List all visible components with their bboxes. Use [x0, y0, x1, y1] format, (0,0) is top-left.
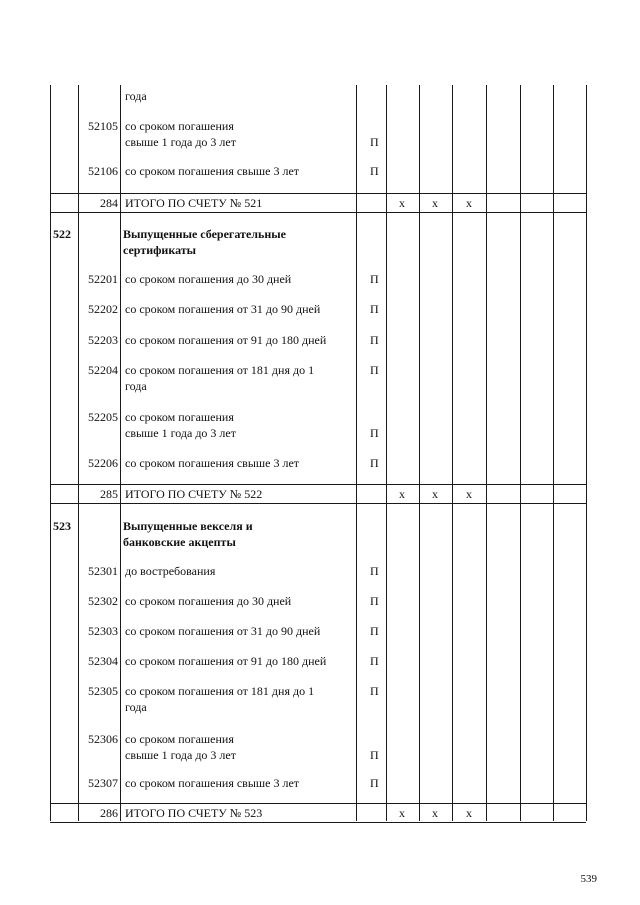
- subaccount-code: 52203: [88, 333, 118, 347]
- total-row-number: 286: [100, 806, 118, 820]
- total-row-x-mark: х: [432, 806, 438, 820]
- total-row-x-mark: х: [466, 196, 472, 210]
- total-row-top-rule: [50, 193, 586, 194]
- total-row-label: ИТОГО ПО СЧЕТУ № 523: [125, 806, 263, 820]
- subaccount-code: 52201: [88, 272, 118, 286]
- passive-mark: П: [370, 594, 379, 608]
- column-rule: [120, 85, 121, 821]
- subaccount-description: года: [125, 379, 147, 393]
- subaccount-code: 52202: [88, 302, 118, 316]
- passive-mark: П: [370, 456, 379, 470]
- subaccount-description: со сроком погашения от 91 до 180 дней: [125, 654, 327, 668]
- total-row-top-rule: [50, 484, 586, 485]
- subaccount-description: со сроком погашения от 181 дня до 1: [125, 363, 315, 377]
- column-rule: [78, 85, 79, 821]
- passive-mark: П: [370, 624, 379, 638]
- subaccount-description: свыше 1 года до 3 лет: [125, 748, 236, 762]
- column-rule: [520, 85, 521, 821]
- passive-mark: П: [370, 302, 379, 316]
- column-rule: [586, 85, 587, 821]
- total-row-x-mark: х: [399, 806, 405, 820]
- column-rule: [356, 85, 357, 821]
- total-row-number: 284: [100, 196, 118, 210]
- passive-mark: П: [370, 363, 379, 377]
- total-row-top-rule: [50, 803, 586, 804]
- subaccount-description: со сроком погашения: [125, 119, 234, 133]
- subaccount-code: 52205: [88, 410, 118, 424]
- column-rule: [50, 85, 51, 821]
- total-row-label: ИТОГО ПО СЧЕТУ № 522: [125, 487, 263, 501]
- total-row-number: 285: [100, 487, 118, 501]
- subaccount-code: 52304: [88, 654, 118, 668]
- total-row-bottom-rule: [50, 503, 586, 504]
- passive-mark: П: [370, 333, 379, 347]
- passive-mark: П: [370, 748, 379, 762]
- subaccount-description: года: [125, 700, 147, 714]
- subaccount-description: со сроком погашения: [125, 410, 234, 424]
- subaccount-code: 52106: [88, 164, 118, 178]
- passive-mark: П: [370, 654, 379, 668]
- column-rule: [452, 85, 453, 821]
- column-rule: [419, 85, 420, 821]
- total-row-x-mark: х: [466, 806, 472, 820]
- subaccount-description: со сроком погашения от 91 до 180 дней: [125, 333, 327, 347]
- total-row-bottom-rule: [50, 822, 586, 823]
- page-number: 539: [580, 873, 597, 885]
- subaccount-description: со сроком погашения свыше 3 лет: [125, 776, 300, 790]
- subaccount-description: до востребования: [125, 564, 216, 578]
- passive-mark: П: [370, 684, 379, 698]
- total-row-label: ИТОГО ПО СЧЕТУ № 521: [125, 196, 263, 210]
- subaccount-description: со сроком погашения до 30 дней: [125, 272, 292, 286]
- subaccount-code: 52301: [88, 564, 118, 578]
- total-row-x-mark: х: [432, 487, 438, 501]
- total-row-x-mark: х: [466, 487, 472, 501]
- subaccount-description: со сроком погашения от 31 до 90 дней: [125, 624, 321, 638]
- passive-mark: П: [370, 164, 379, 178]
- subaccount-description: свыше 1 года до 3 лет: [125, 426, 236, 440]
- account-number: 522: [53, 227, 71, 241]
- total-row-x-mark: х: [399, 487, 405, 501]
- subaccount-description: со сроком погашения свыше 3 лет: [125, 164, 300, 178]
- account-title: Выпущенные векселя и: [123, 519, 253, 533]
- passive-mark: П: [370, 272, 379, 286]
- account-title: банковские акцепты: [123, 535, 236, 549]
- column-rule: [486, 85, 487, 821]
- passive-mark: П: [370, 776, 379, 790]
- passive-mark: П: [370, 426, 379, 440]
- subaccount-code: 52105: [88, 119, 118, 133]
- passive-mark: П: [370, 564, 379, 578]
- subaccount-code: 52305: [88, 684, 118, 698]
- subaccount-code: 52306: [88, 732, 118, 746]
- subaccount-description: со сроком погашения: [125, 732, 234, 746]
- subaccount-code: 52204: [88, 363, 118, 377]
- subaccount-description: со сроком погашения свыше 3 лет: [125, 456, 300, 470]
- subaccount-description: свыше 1 года до 3 лет: [125, 135, 236, 149]
- total-row-x-mark: х: [399, 196, 405, 210]
- account-title: Выпущенные сберегательные: [123, 227, 286, 241]
- total-row-bottom-rule: [50, 212, 586, 213]
- subaccount-code: 52206: [88, 456, 118, 470]
- account-number: 523: [53, 519, 71, 533]
- column-rule: [553, 85, 554, 821]
- column-rule: [386, 85, 387, 821]
- subaccount-description: года: [125, 89, 147, 103]
- subaccount-description: со сроком погашения от 181 дня до 1: [125, 684, 315, 698]
- account-title: сертификаты: [123, 243, 197, 257]
- total-row-x-mark: х: [432, 196, 438, 210]
- subaccount-code: 52303: [88, 624, 118, 638]
- subaccount-description: со сроком погашения до 30 дней: [125, 594, 292, 608]
- passive-mark: П: [370, 135, 379, 149]
- subaccount-code: 52307: [88, 776, 118, 790]
- subaccount-description: со сроком погашения от 31 до 90 дней: [125, 302, 321, 316]
- subaccount-code: 52302: [88, 594, 118, 608]
